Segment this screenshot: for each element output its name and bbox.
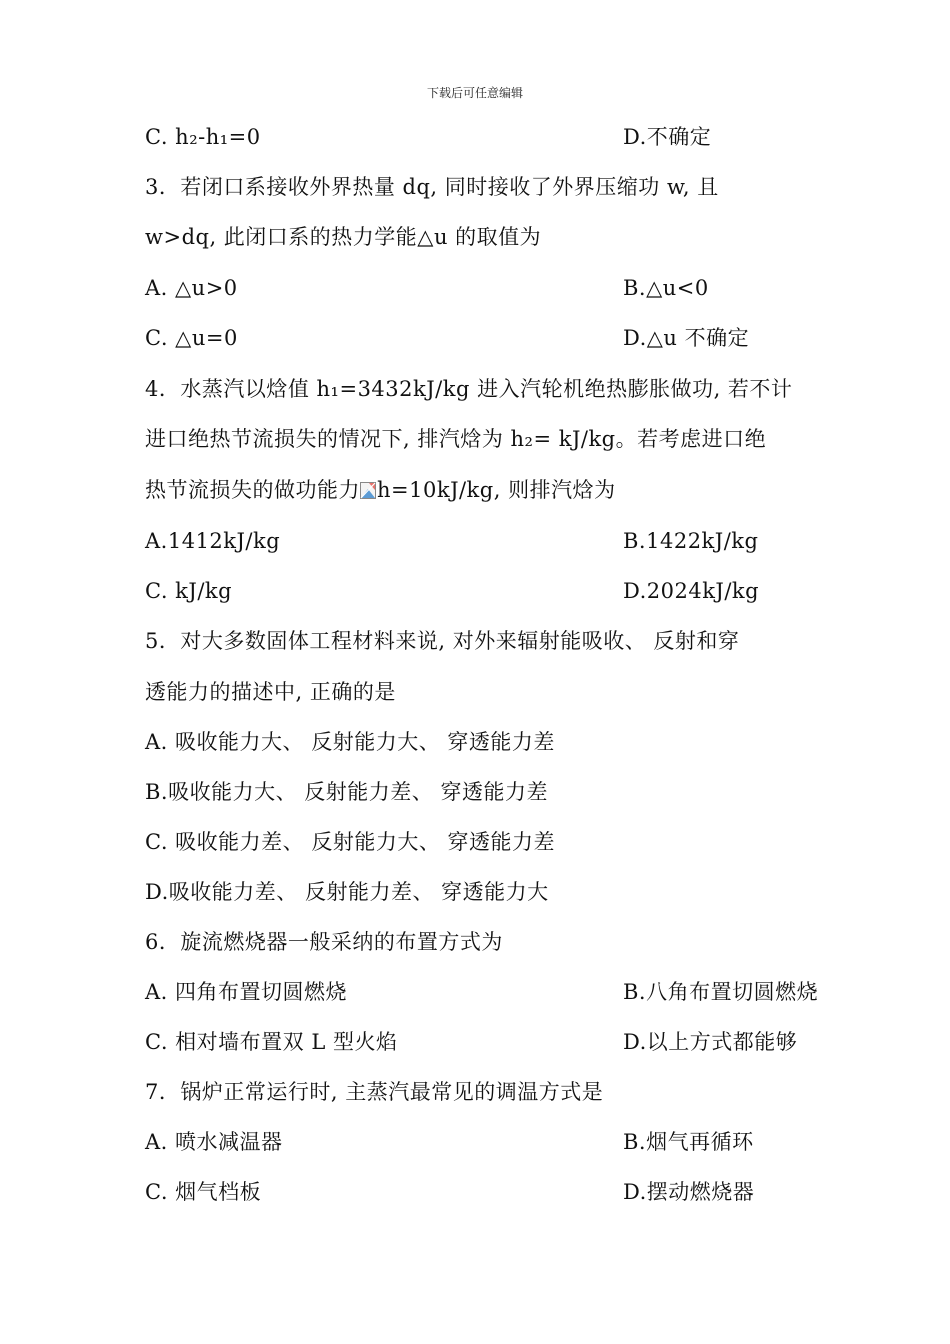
option-a: A. 吸收能力大、 反射能力大、 穿透能力差	[145, 730, 555, 754]
option-c: C. 吸收能力差、 反射能力大、 穿透能力差	[145, 830, 556, 854]
option-c: C. kJ/kg	[145, 579, 233, 603]
option-c: C. △u=0	[145, 326, 238, 350]
option-a: A. △u>0	[145, 276, 238, 300]
option-d: D.摆动燃烧器	[623, 1180, 755, 1204]
page-header: 下载后可任意编辑	[426, 86, 523, 100]
option-d: D.吸收能力差、 反射能力差、 穿透能力大	[145, 880, 549, 904]
question-4-text-post: h=10kJ/kg, 则排汽焓为	[377, 478, 616, 502]
option-line	[145, 1177, 755, 1207]
option-a: A. 四角布置切圆燃烧	[145, 980, 348, 1004]
question-7-text: 7．锅炉正常运行时, 主蒸汽最常见的调温方式是	[145, 1080, 604, 1104]
option-b: B.1422kJ/kg	[623, 529, 759, 553]
option-line	[145, 977, 819, 1007]
question-3-text: 3．若闭口系接收外界热量 dq, 同时接收了外界压缩功 w, 且	[145, 175, 719, 199]
question-5-text: 5．对大多数固体工程材料来说, 对外来辐射能吸收、 反射和穿	[145, 629, 740, 653]
option-c: C. 烟气档板	[145, 1180, 262, 1204]
option-line	[145, 273, 709, 303]
option-b: B.△u<0	[623, 276, 709, 300]
option-b: B.八角布置切圆燃烧	[623, 980, 819, 1004]
option-d: D.△u 不确定	[623, 326, 750, 350]
question-5-text-cont: 透能力的描述中, 正确的是	[145, 680, 396, 704]
option-line	[145, 1027, 798, 1057]
option-c: C. 相对墙布置双 L 型火焰	[145, 1030, 398, 1054]
option-d: D.不确定	[623, 125, 712, 149]
question-4-text: 4．水蒸汽以焓值 h₁=3432kJ/kg 进入汽轮机绝热膨胀做功, 若不计	[145, 377, 793, 401]
question-4-text-cont2	[145, 475, 616, 505]
option-line	[145, 576, 760, 606]
question-4-text-cont: 进口绝热节流损失的情况下, 排汽焓为 h₂= kJ/kg。若考虑进口绝	[145, 427, 767, 451]
option-b: B.烟气再循环	[623, 1130, 754, 1154]
option-d: D.2024kJ/kg	[623, 579, 760, 603]
option-line	[145, 122, 712, 152]
option-line	[145, 526, 759, 556]
option-a: A. 喷水减温器	[145, 1130, 283, 1154]
option-line	[145, 1127, 754, 1157]
broken-image-icon	[360, 477, 376, 494]
question-6-text: 6．旋流燃烧器一般采纳的布置方式为	[145, 930, 503, 954]
option-a: A.1412kJ/kg	[145, 529, 281, 553]
option-d: D.以上方式都能够	[623, 1030, 798, 1054]
question-4-text-pre: 热节流损失的做功能力	[145, 478, 360, 502]
question-3-text-cont: w>dq, 此闭口系的热力学能△u 的取值为	[145, 225, 542, 249]
option-line	[145, 323, 750, 353]
option-c: C. h₂-h₁=0	[145, 125, 261, 149]
option-b: B.吸收能力大、 反射能力差、 穿透能力差	[145, 780, 548, 804]
